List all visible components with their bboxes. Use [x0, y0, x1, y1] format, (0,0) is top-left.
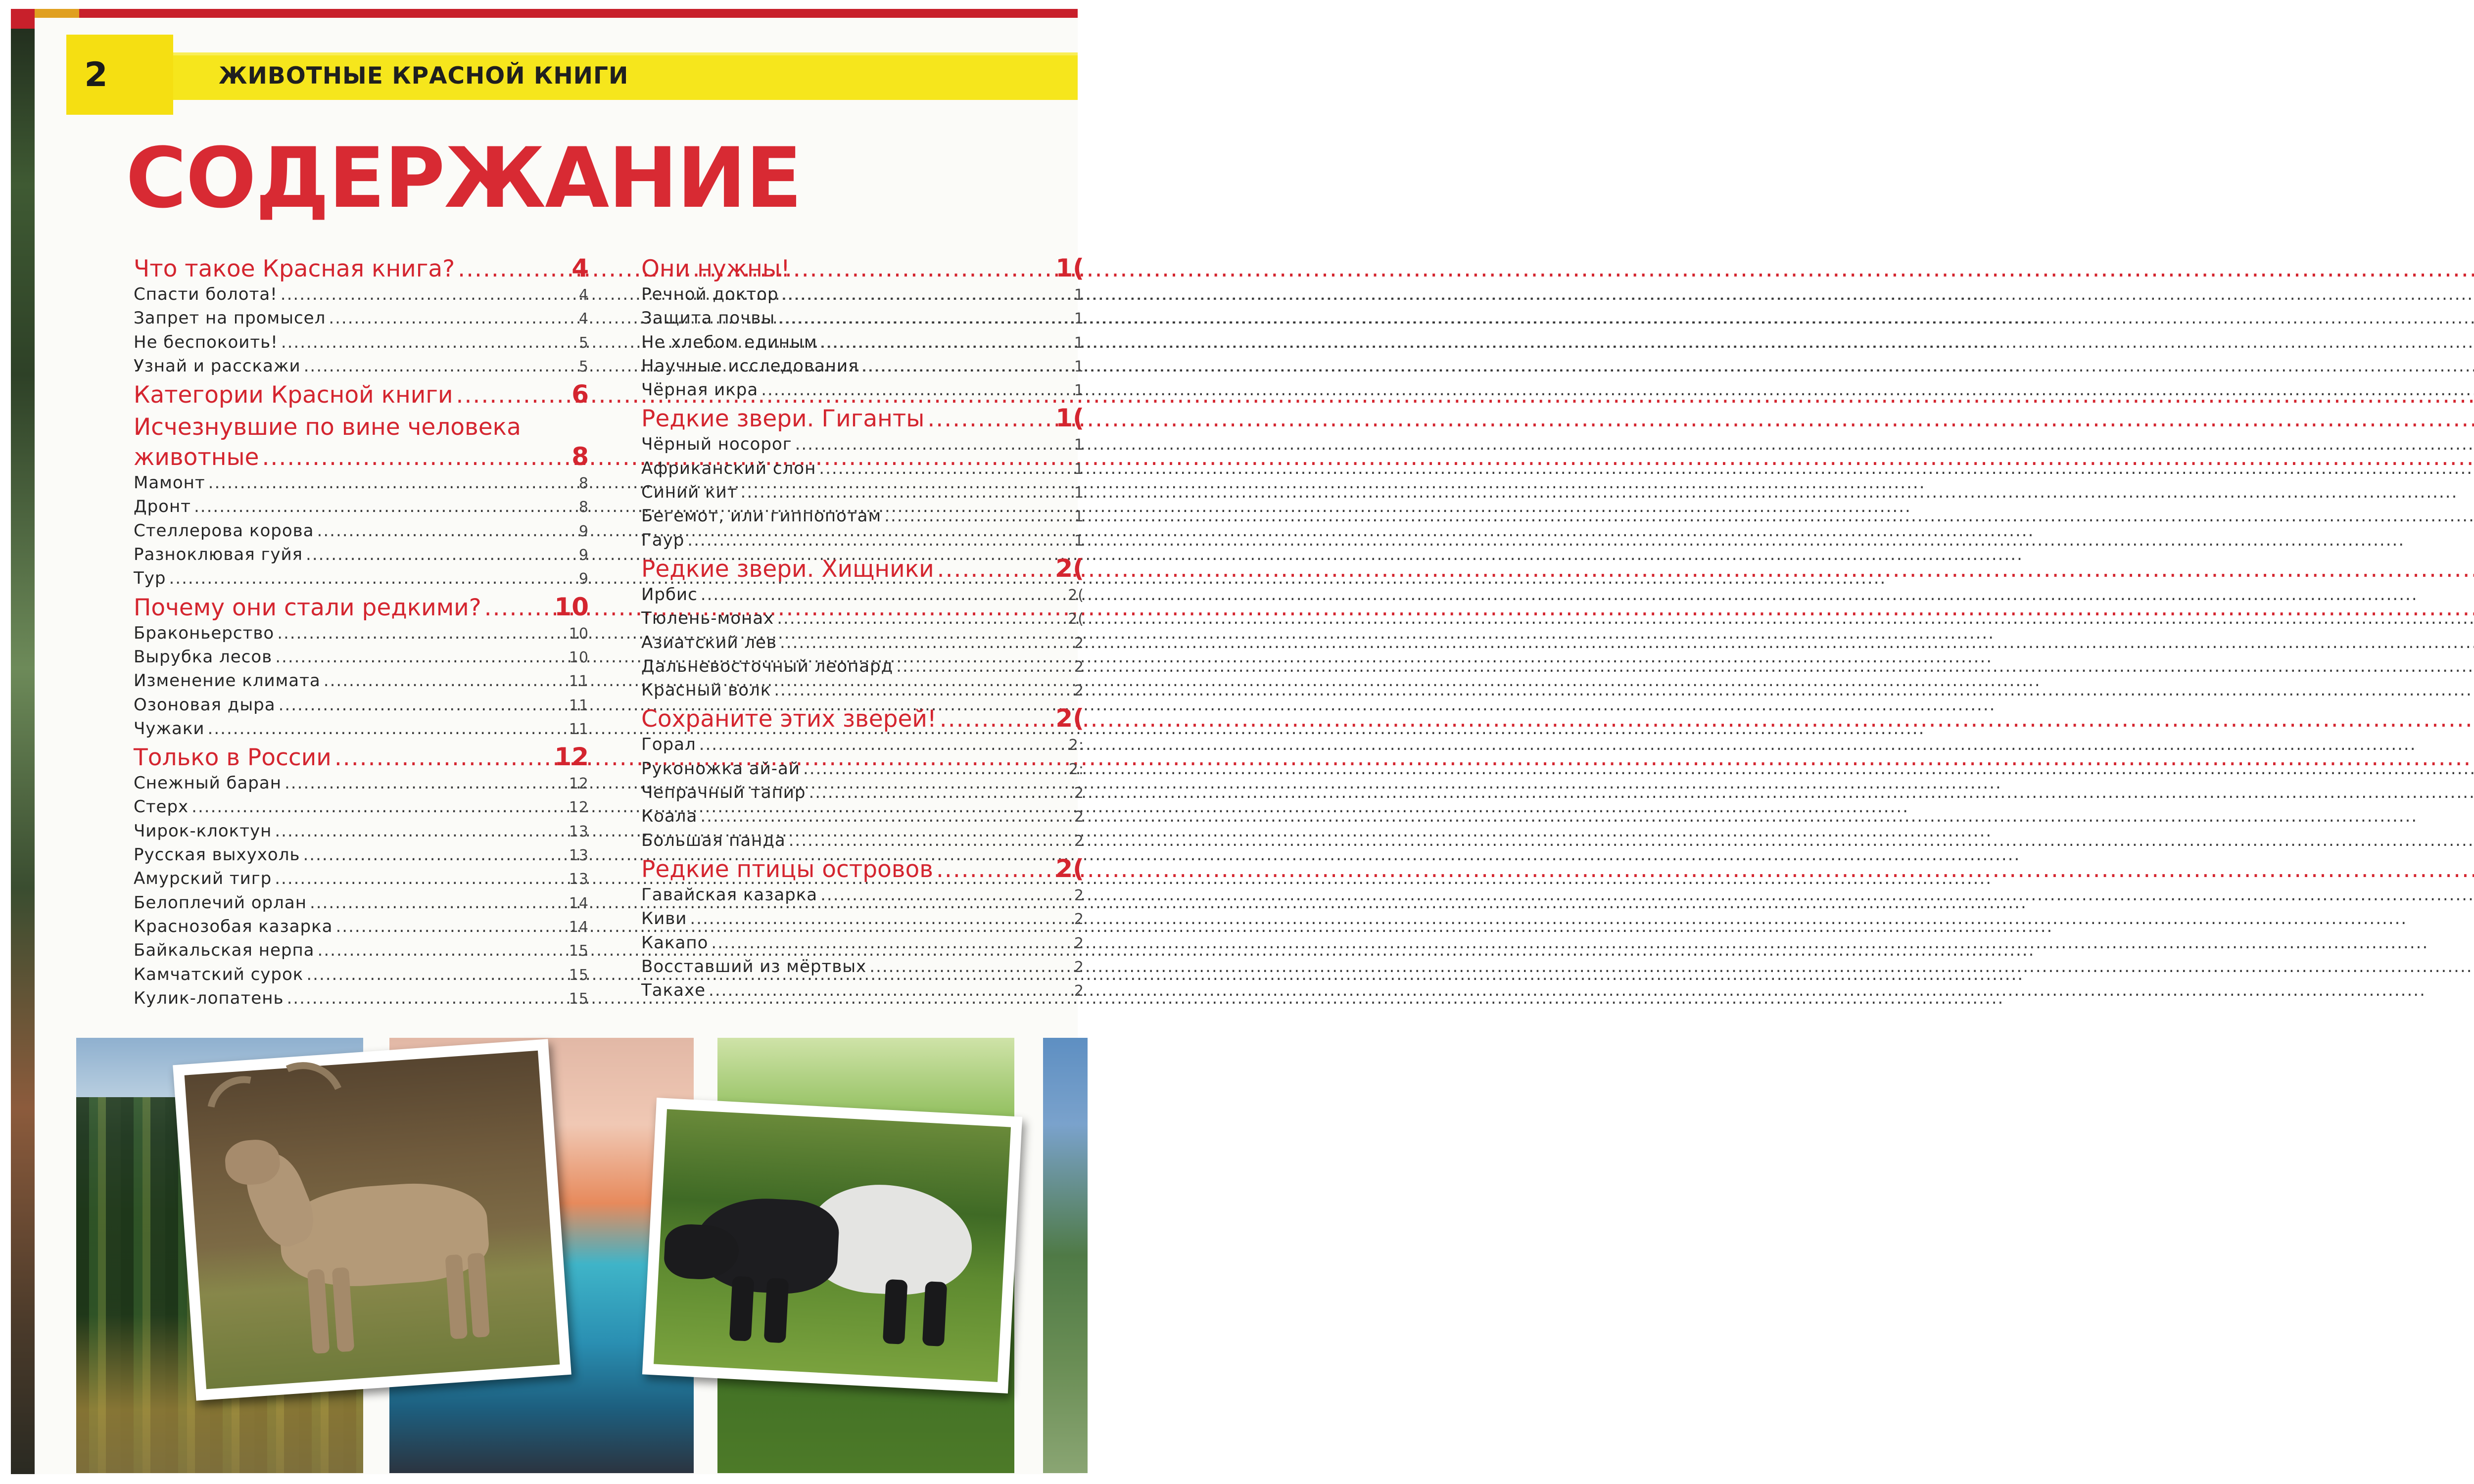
toc-leader-dots	[803, 759, 1066, 779]
toc-leader-dots	[690, 909, 1071, 928]
toc-item-entry	[134, 521, 589, 545]
tapir-photo	[654, 1109, 1011, 1382]
toc-item-entry	[641, 332, 1084, 356]
left-edge-photo-strip	[11, 9, 35, 1474]
toc-item-entry	[641, 506, 1084, 530]
toc-item-entry	[134, 965, 589, 988]
toc-page-number: 8	[578, 499, 589, 516]
toc-item-title: Мамонт	[134, 473, 205, 493]
toc-leader-dots	[458, 255, 569, 282]
toc-item-title: Амурский тигр	[134, 869, 272, 889]
toc-section-title: Редкие птицы островов	[641, 855, 933, 883]
toc-page-number: 1	[1074, 532, 1084, 550]
toc-item-entry	[134, 988, 589, 1012]
toc-leader-dots	[896, 656, 1071, 676]
toc-section-title: Только в России	[134, 744, 332, 772]
toc-item-title: Снежный баран	[134, 773, 282, 793]
book-page	[11, 9, 1084, 1474]
toc-item-title: Азиатский лев	[641, 632, 777, 652]
toc-item-entry	[134, 797, 589, 821]
toc-page-number: 2	[1074, 982, 1084, 1000]
toc-item-title: Белоплечий орлан	[134, 892, 307, 913]
toc-item-entry	[134, 773, 589, 797]
toc-item-title: Такахе	[641, 980, 706, 1001]
toc-leader-dots	[778, 308, 1071, 328]
toc-item-title: Синий кит	[641, 482, 738, 503]
toc-leader-dots	[820, 332, 1071, 352]
toc-item-entry	[134, 719, 589, 742]
toc-item-entry	[641, 783, 1084, 806]
toc-item-title: Какапо	[641, 932, 709, 953]
toc-item-title: Чёрный носорог	[641, 434, 792, 455]
toc-page-number: 2	[1074, 785, 1084, 802]
toc-page-number: 13	[569, 823, 589, 840]
toc-item-entry	[134, 821, 589, 845]
tapir-leg	[729, 1276, 755, 1342]
running-header-title: ЖИВОТНЫЕ КРАСНОЙ КНИГИ	[219, 62, 629, 90]
toc-section-title: Почему они стали редкими?	[134, 594, 481, 621]
toc-page-number: 4	[578, 310, 589, 328]
toc-item-entry	[134, 869, 589, 892]
tapir-leg	[764, 1278, 789, 1343]
toc-item-entry	[134, 308, 589, 332]
toc-item-entry	[134, 845, 589, 869]
toc-item-entry	[641, 759, 1084, 783]
toc-item-title: Узнай и расскажи	[134, 356, 301, 376]
toc-leader-dots	[940, 705, 1053, 733]
toc-item-entry	[641, 530, 1084, 554]
toc-item-entry	[134, 568, 589, 592]
toc-item-entry	[641, 831, 1084, 854]
toc-leader-dots	[304, 356, 576, 376]
toc-page-number: 12	[569, 799, 589, 817]
contents-title: СОДЕРЖАНИЕ	[126, 130, 802, 227]
toc-item-entry	[641, 380, 1084, 404]
toc-page-number: 1	[1074, 436, 1084, 454]
toc-leader-dots	[936, 856, 1052, 883]
toc-page-number: 2	[1074, 886, 1084, 904]
toc-leader-dots	[306, 965, 566, 984]
toc-item-title: Бегемот, или гиппопотам	[641, 506, 882, 526]
toc-leader-dots	[275, 869, 566, 888]
toc-leader-dots	[741, 482, 1071, 502]
toc-page-number: 6	[571, 380, 589, 409]
toc-item-entry	[641, 482, 1084, 506]
toc-leader-dots	[884, 506, 1071, 526]
toc-item-title: Гавайская казарка	[641, 884, 818, 905]
toc-item-entry	[641, 980, 1084, 1004]
toc-item-entry	[641, 356, 1084, 380]
toc-page-number: 2(	[1055, 854, 1084, 883]
toc-leader-dots	[208, 473, 576, 493]
toc-item-title: Руконожка ай-ай	[641, 758, 800, 779]
toc-item-entry	[641, 308, 1084, 332]
toc-item-title: Русская выхухоль	[134, 845, 300, 865]
toc-leader-dots	[285, 773, 566, 793]
toc-leader-dots	[937, 556, 1053, 583]
page-number: 2	[84, 55, 108, 94]
toc-section-entry	[134, 442, 589, 473]
toc-leader-dots	[306, 545, 576, 564]
toc-page-number: 2	[1074, 808, 1084, 826]
toc-item-title: Краснозобая казарка	[134, 916, 333, 936]
toc-leader-dots	[862, 356, 1071, 376]
toc-page-number: 2(	[1068, 586, 1084, 604]
toc-section-title-line1: Исчезнувшие по вине человека	[134, 414, 521, 441]
toc-page-number: 11	[569, 720, 589, 738]
toc-page-number: 2:	[1068, 737, 1084, 754]
toc-page-number: 2:	[1068, 760, 1084, 778]
toc-item-title: Спасти болота!	[134, 284, 278, 304]
toc-page-number: 4	[578, 286, 589, 304]
toc-section-title: Сохраните этих зверей!	[641, 705, 937, 733]
toc-page-number: 11	[569, 696, 589, 714]
toc-leader-dots	[809, 783, 1071, 802]
toc-page-number: 2	[1074, 658, 1084, 676]
toc-section-title: животные	[134, 444, 259, 471]
toc-leader-dots	[194, 497, 576, 516]
toc-item-title: Кулик-лопатень	[134, 988, 284, 1008]
toc-section-entry	[641, 254, 1084, 284]
toc-page-number: 12	[569, 775, 589, 793]
toc-item-title: Гаур	[641, 530, 685, 550]
toc-page-number: 2(	[1055, 554, 1084, 583]
toc-item-entry	[134, 695, 589, 719]
toc-item-title: Браконьерство	[134, 623, 275, 643]
toc-page-number: 2	[1074, 682, 1084, 700]
top-border-accent	[35, 9, 79, 18]
toc-leader-dots	[701, 585, 1065, 604]
toc-page-number: 2	[1074, 634, 1084, 652]
toc-leader-dots	[275, 647, 566, 667]
toc-page-number: 1	[1074, 382, 1084, 400]
tapir-leg	[922, 1281, 948, 1346]
toc-page-number: 10	[569, 649, 589, 666]
toc-item-title: Научные исследования	[641, 356, 859, 376]
toc-item-entry	[134, 917, 589, 940]
toc-leader-dots	[781, 284, 1071, 304]
toc-page-number: 13	[569, 847, 589, 865]
toc-leader-dots	[484, 594, 552, 621]
toc-leader-dots	[789, 831, 1071, 850]
toc-leader-dots	[711, 933, 1071, 953]
photo-collage	[65, 1028, 1078, 1473]
toc-item-entry	[641, 933, 1084, 957]
toc-page-number: 15	[569, 966, 589, 984]
toc-item-title: Чёрная икра	[641, 380, 759, 400]
toc-leader-dots	[169, 568, 575, 588]
tapir-leg	[883, 1279, 908, 1345]
toc-leader-dots	[303, 845, 566, 865]
toc-page-number: 2(	[1068, 610, 1084, 628]
toc-leader-dots	[709, 980, 1071, 1000]
toc-section-entry	[134, 593, 589, 623]
toc-leader-dots	[317, 521, 576, 541]
toc-item-title: Озоновая дыра	[134, 695, 276, 715]
toc-item-entry	[134, 332, 589, 356]
tapir-photo-card	[642, 1098, 1022, 1393]
toc-page-number: 4	[571, 254, 589, 282]
toc-item-title: Киви	[641, 909, 687, 929]
toc-item-entry	[641, 633, 1084, 656]
toc-page-number: 15	[569, 990, 589, 1008]
toc-page-number: 8	[571, 442, 589, 471]
toc-page-number: 9	[578, 522, 589, 540]
toc-page-number: 10	[569, 625, 589, 643]
toc-page-number: 1	[1074, 484, 1084, 502]
toc-item-entry	[641, 585, 1084, 608]
toc-item-entry	[134, 356, 589, 380]
deer-photo-card	[173, 1039, 571, 1400]
toc-item-title: Африканский слон	[641, 458, 816, 478]
toc-item-entry	[641, 459, 1084, 482]
toc-leader-dots	[700, 806, 1071, 826]
toc-leader-dots	[774, 680, 1071, 700]
toc-item-entry	[134, 647, 589, 671]
toc-leader-dots	[456, 381, 569, 409]
toc-leader-dots	[310, 893, 566, 913]
toc-item-entry	[641, 680, 1084, 704]
toc-leader-dots	[699, 735, 1066, 754]
toc-leader-dots	[795, 434, 1071, 454]
toc-leader-dots	[286, 988, 566, 1008]
toc-item-entry	[134, 940, 589, 964]
toc-leader-dots	[793, 255, 1053, 282]
left-edge-red-corner	[11, 9, 35, 29]
toc-item-title: Разноклювая гуйя	[134, 545, 303, 565]
toc-item-title: Красный волк	[641, 680, 771, 700]
toc-leader-dots	[324, 671, 566, 691]
toc-page-number: 14	[569, 894, 589, 912]
deer-photo	[185, 1051, 560, 1389]
toc-leader-dots	[869, 957, 1071, 976]
page-number-box	[66, 35, 173, 115]
toc-leader-dots	[819, 459, 1071, 478]
toc-page-number: 9	[578, 570, 589, 588]
toc-leader-dots	[191, 797, 566, 817]
deer-leg	[467, 1252, 490, 1338]
toc-item-title: Стерх	[134, 797, 189, 817]
toc-item-title: Камчатский сурок	[134, 964, 304, 984]
toc-page-number: 2	[1074, 934, 1084, 952]
toc-section-entry	[641, 554, 1084, 585]
toc-item-title: Стеллерова корова	[134, 520, 314, 541]
toc-section-title: Что такое Красная книга?	[134, 255, 455, 282]
toc-item-title: Байкальская нерпа	[134, 940, 315, 961]
toc-left-column	[134, 254, 589, 1012]
toc-item-title: Речной доктор	[641, 284, 779, 304]
toc-section-entry	[134, 254, 589, 284]
toc-page-number: 10	[554, 592, 589, 621]
toc-item-title: Ирбис	[641, 584, 698, 604]
toc-section-entry	[641, 704, 1084, 735]
toc-page-number: 13	[569, 871, 589, 888]
toc-leader-dots	[334, 744, 552, 771]
toc-item-title: Защита почвы	[641, 308, 775, 328]
toc-page-number: 14	[569, 918, 589, 936]
toc-item-entry	[641, 909, 1084, 932]
toc-leader-dots	[329, 308, 576, 328]
toc-page-number: 2	[1074, 958, 1084, 976]
toc-item-entry	[641, 656, 1084, 680]
toc-page-number: 15	[569, 942, 589, 960]
toc-item-title: Чирок-клоктун	[134, 821, 272, 841]
toc-item-title: Чужаки	[134, 718, 205, 739]
toc-item-title: Дальневосточный леопард	[641, 656, 894, 676]
toc-page-number: 1(	[1055, 254, 1084, 282]
toc-leader-dots	[820, 885, 1071, 905]
toc-leader-dots	[275, 821, 566, 841]
toc-right-column	[641, 254, 1084, 1004]
toc-leader-dots	[777, 608, 1065, 628]
toc-item-entry	[134, 284, 589, 308]
toc-leader-dots	[262, 444, 569, 471]
toc-item-entry	[641, 608, 1084, 632]
toc-leader-dots	[927, 405, 1052, 432]
toc-page-number: 2	[1074, 911, 1084, 928]
toc-item-entry	[134, 545, 589, 568]
toc-section-title: Редкие звери. Хищники	[641, 555, 934, 583]
running-header-bar	[173, 52, 1078, 100]
toc-leader-dots	[208, 719, 566, 739]
toc-page-number: 1	[1074, 334, 1084, 352]
toc-item-entry	[134, 671, 589, 695]
toc-item-title: Изменение климата	[134, 671, 321, 691]
toc-item-entry	[641, 284, 1084, 308]
toc-section-entry	[134, 380, 589, 411]
toc-page-number: 12	[554, 742, 589, 772]
toc-page-number: 1	[1074, 286, 1084, 304]
toc-section-title: Они нужны!	[641, 255, 790, 282]
toc-item-title: Чепрачный тапир	[641, 783, 806, 803]
toc-item-title: Вырубка лесов	[134, 647, 273, 667]
toc-item-entry	[134, 497, 589, 520]
toc-page-number: 8	[578, 475, 589, 493]
toc-item-title: Восставший из мёртвых	[641, 956, 867, 976]
toc-section-title: Категории Красной книги	[134, 381, 453, 409]
toc-page-number: 1(	[1055, 404, 1084, 433]
toc-page-number: 9	[578, 547, 589, 564]
mountain-photo	[1043, 1038, 1088, 1473]
toc-page-number: 1	[1074, 508, 1084, 526]
toc-section-entry	[641, 404, 1084, 434]
toc-item-entry	[641, 806, 1084, 830]
toc-page-number: 2(	[1055, 704, 1084, 733]
toc-page-number: 1	[1074, 460, 1084, 478]
toc-leader-dots	[761, 380, 1071, 400]
toc-item-entry	[134, 473, 589, 497]
toc-leader-dots	[687, 530, 1071, 550]
toc-page-number: 5	[578, 334, 589, 352]
toc-item-title: Не хлебом единым	[641, 332, 817, 352]
toc-leader-dots	[281, 332, 576, 352]
toc-item-title: Горал	[641, 735, 696, 755]
toc-page-number: 5	[578, 358, 589, 375]
toc-page-number: 1	[1074, 310, 1084, 328]
toc-leader-dots	[281, 284, 576, 304]
toc-leader-dots	[277, 623, 566, 643]
toc-item-entry	[641, 434, 1084, 458]
toc-item-entry	[641, 957, 1084, 980]
toc-item-title: Запрет на промысел	[134, 308, 326, 328]
toc-item-entry	[134, 623, 589, 647]
toc-item-title: Тур	[134, 568, 166, 589]
toc-item-title: Большая панда	[641, 830, 786, 850]
toc-page-number: 11	[569, 673, 589, 691]
top-red-border	[35, 9, 1078, 18]
toc-item-entry	[134, 893, 589, 917]
toc-item-entry	[641, 735, 1084, 758]
toc-section-title: Редкие звери. Гиганты	[641, 405, 925, 433]
toc-leader-dots	[279, 695, 566, 715]
toc-item-title: Тюлень-монах	[641, 608, 774, 629]
toc-section-entry	[641, 854, 1084, 885]
toc-leader-dots	[318, 940, 566, 960]
toc-leader-dots	[780, 633, 1071, 652]
toc-item-title: Не беспокоить!	[134, 332, 278, 352]
toc-section-entry	[134, 742, 589, 773]
toc-item-entry	[641, 885, 1084, 909]
toc-item-title: Коала	[641, 806, 698, 827]
toc-item-title: Дронт	[134, 497, 191, 517]
toc-page-number: 2	[1074, 832, 1084, 850]
toc-page-number: 1	[1074, 358, 1084, 375]
toc-leader-dots	[335, 917, 566, 936]
